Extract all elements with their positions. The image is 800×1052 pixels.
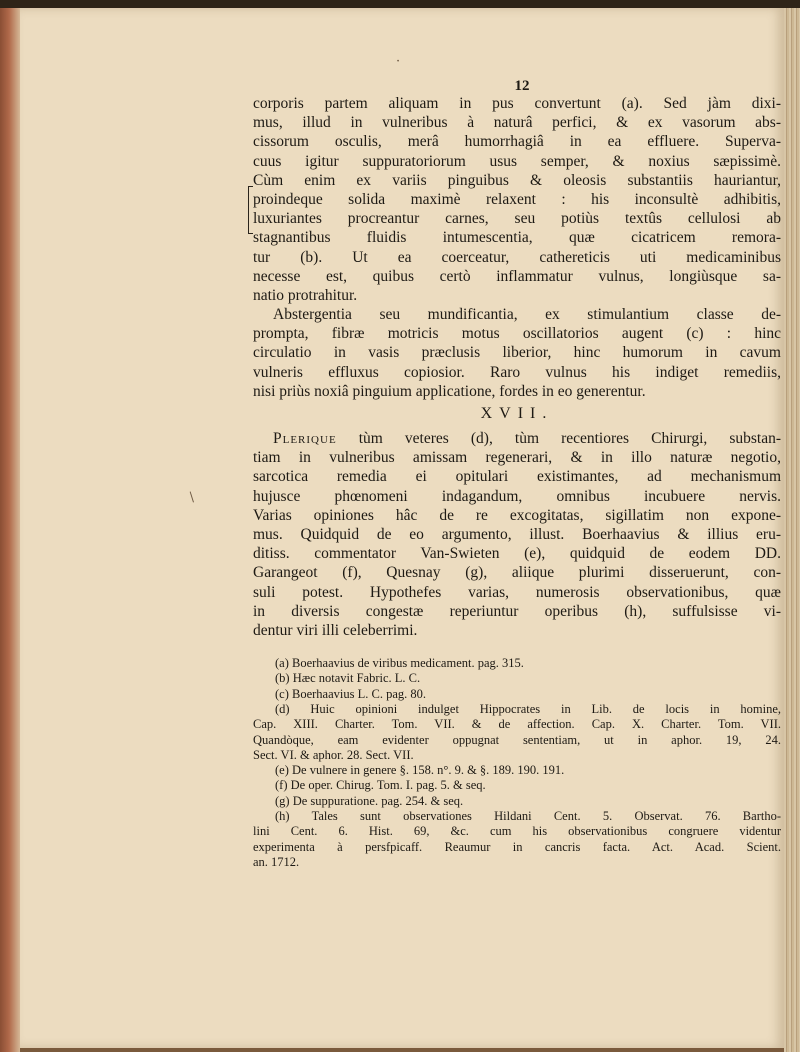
footnote-line: (e) De vulnere in genere §. 158. n°. 9. & §. 189. 190. 191. — [275, 763, 565, 778]
section-line-text: tùm veteres (d), tùm recentiores Chirurgi, substan- — [336, 430, 781, 447]
body-line: tur (b). Ut ea coerceatur, cathereticis uti medicaminibus — [253, 248, 781, 266]
footnote-line: (d) Huic opinioni indulget Hippocrates in Lib. de locis in homine, — [275, 701, 781, 716]
footnote-line: Sect. VI. & aphor. 28. Sect. VII. — [253, 747, 414, 762]
section-line: dentur viri illi celeberrimi. — [253, 621, 418, 639]
page-text-block — [253, 78, 781, 870]
section-line: suli potest. Hypothefes varias, numerosis observationibus, quæ — [253, 583, 781, 601]
footnote-line: (h) Tales sunt observationes Hildani Cent. 5. Observat. 76. Bartho- — [275, 809, 781, 824]
body-line: proindeque solida maximè relaxent : his inconsultè adhibitis, — [253, 190, 781, 208]
section-line: ditiss. commentator Van-Swieten (e), quidquid de eodem DD. — [253, 545, 781, 563]
page-stack-edge — [784, 8, 800, 1052]
body-line: circulatio in vasis præclusis liberior, hinc humorum in cavum — [253, 344, 781, 362]
body-line: Cùm enim ex variis pinguibus & oleosis substantiis hauriantur, — [253, 171, 781, 189]
section-lead-word: Plerique — [273, 430, 337, 447]
footnote-line: Cap. XIII. Charter. Tom. VII. & de affection. Cap. X. Charter. Tom. VII. — [253, 717, 781, 732]
body-line: cissorum osculis, merâ humorrhagiâ in ea effluere. Superva- — [253, 133, 781, 151]
section-paragraph — [253, 429, 781, 640]
margin-pencil-mark: / — [186, 490, 199, 505]
footnote-line: Quandòque, eam evidenter oppugnat sententiam, ut in aphor. 19, 24. — [253, 732, 781, 747]
footnote-line: lini Cent. 6. Hist. 69, &c. cum his observationibus congruere videntur — [253, 824, 781, 839]
section-line — [253, 429, 781, 448]
section-line: sarcotica remedia ei opitulari existimantes, ad mechanismum — [253, 468, 781, 486]
section-line: tiam in vulneribus amissam regenerari, & in illo naturæ negotio, — [253, 449, 781, 467]
body-line: luxuriantes procreantur carnes, seu potiùs textûs cellulosi ab — [253, 210, 781, 228]
book-binding-edge — [0, 8, 20, 1052]
section-heading: XVII. — [480, 405, 554, 422]
body-line: Abstergentia seu mundificantia, ex stimulantium classe de- — [273, 306, 781, 324]
footnote-line: (f) De oper. Chirug. Tom. I. pag. 5. & seq. — [275, 778, 486, 793]
scan-top-border — [0, 0, 800, 8]
section-line: in diversis congestæ reperiuntur operibus (h), suffulsisse vi- — [253, 602, 781, 620]
body-line: stagnantibus fluidis intumescentia, quæ cicatricem remora- — [253, 229, 781, 247]
section-line: Garangeot (f), Quesnay (g), aliique plurimi disseruerunt, con- — [253, 564, 781, 582]
body-line: necesse est, quibus certò inflammatur vulnus, longiùsque sa- — [253, 267, 781, 285]
section-line: hujusce phœnomeni indagandum, omnibus incubuere nervis. — [253, 487, 781, 505]
section-line: mus. Quidquid de eo argumento, illust. Boerhaavius & illius eru- — [253, 525, 781, 543]
body-line: prompta, fibræ motricis motus oscillatorios augent (c) : hinc — [253, 325, 781, 343]
body-line: corporis partem aliquam in pus convertunt (a). Sed jàm dixi- — [253, 95, 781, 112]
page-speck: · — [396, 54, 401, 69]
body-line: cuus igitur suppuratoriorum usus semper, & noxius sæpissimè. — [253, 152, 781, 170]
body-line: natio protrahitur. — [253, 286, 358, 304]
footnote-line: (c) Boerhaavius L. C. pag. 80. — [275, 686, 427, 701]
body-line: mus, illud in vulneribus à naturâ perfici, & ex vasorum abs- — [253, 114, 781, 132]
footnote-line: (g) De suppuratione. pag. 254. & seq. — [275, 793, 464, 808]
footnotes — [253, 656, 781, 870]
body-line: nisi priùs noxiâ pinguium applicatione, fordes in eo generentur. — [253, 382, 646, 400]
footnote-line: (b) Hæc notavit Fabric. L. C. — [275, 671, 421, 686]
page-number: 12 — [514, 78, 530, 94]
footnote-line: an. 1712. — [253, 854, 300, 869]
footnote-line: (a) Boerhaavius de viribus medicament. pag. 315. — [275, 656, 524, 671]
section-line: Varias opiniones hâc de re excogitatas, sigillatim non expone- — [253, 506, 781, 524]
footnote-line: experimenta à persfpicaff. Reaumur in cancris facta. Act. Acad. Scient. — [253, 839, 781, 854]
body-paragraphs — [253, 94, 781, 401]
body-line: vulneris effluxus copiosior. Raro vulnus his indiget remediis, — [253, 363, 781, 381]
